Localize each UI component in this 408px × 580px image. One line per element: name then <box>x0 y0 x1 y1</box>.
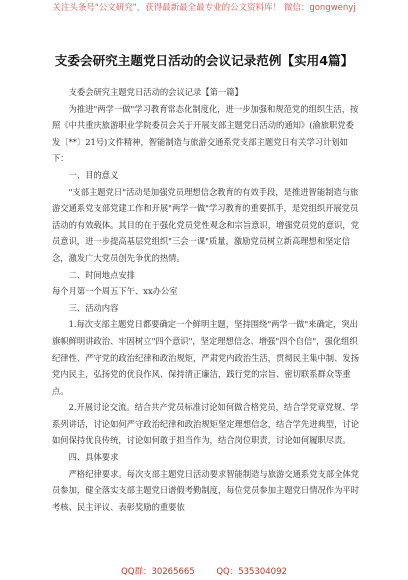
paragraph-purpose: "支部主题党日"活动是加强党员理想信念教育的有效手段，是推进智能制造与旅游交通系党支部党建工作和开展"两学一做"学习教育的重要抓手，是党组织开展党员活动的有效载体。其目的在于强化党员党性观念和宗旨意识，增强党员党的意识，党员意识，进一步提高基层党组织"三会一课"质量，激励党员树立新高理想和坚定信念，激发广大党员创先争优的热情。 <box>52 186 359 263</box>
section-heading-requirements: 四、具体要求 <box>68 452 119 463</box>
paragraph-subtitle: 支委会研究主题党日活动的会议记录【第一篇】 <box>68 87 243 97</box>
paragraph-requirements: 严格纪律要求。每次支部主题党日活动要求智能制造与旅游交通系党支部全体党员参加，健全落实支部主题党日谱假考勤制度，每位党员参加主题党日情况作为平时考核、民主评议、表彰奖励的重要依 <box>52 468 359 512</box>
paragraph-content-2: 2.开展讨论交流。结合共产党员标准讨论如何做合格党员，结合学党章党规、学系列讲话，讨论如何严守政治纪律和政治规矩坚定理想信念，结合学先进典型，讨论如何保持优良传统，讨论如何敢于担当作为，结合岗位职责，讨论如何履职尽责。 <box>52 402 359 446</box>
section-heading-content: 三、活动内容 <box>68 302 119 313</box>
header-banner: 关注头条号"公文研究"，获得最新最全最专业的公文资料库！ 微信：gongwenyj <box>52 3 356 13</box>
section-heading-time-place: 二、时间地点安排 <box>68 269 135 280</box>
paragraph-content-1: 1.每次支部主题党日都要确定一个鲜明主题，坚持围绕"两学一做"来确定，突出旗帜鲜明讲政治、牢固树立"四个意识"，坚定理想信念、增强"四个自信"，强化组织纪律性、严守党的政治纪律和政治规矩，严肃党内政治生活，贯彻民主集中制、发扬党内民主，弘扬党的优良作风、保持清正廉洁，践行党的宗旨、密切联系群众等重点。 <box>52 319 359 396</box>
section-heading-purpose: 一、目的意义 <box>68 169 119 180</box>
paragraph-time-place: 每个月第一个周五下午、xx办公室 <box>52 286 178 297</box>
paragraph-intro: 为推进"两学一做"学习教育常态化制度化，进一步加强和规范党的组织生活，按照《中共重庆旅游职业学院委员会关于开展支部主题党日活动的通知》(渝旅职党委发〔**〕21号)文件精神，智能制造与旅游交通系党支部主题党日有关学习计划如下： <box>52 103 359 164</box>
document-body <box>52 84 360 515</box>
footer-contact: QQ群：30265665 QQ：535304092 <box>121 567 287 577</box>
document-title: 支委会研究主题党日活动的会议记录范例【实用4篇】 <box>54 53 354 68</box>
